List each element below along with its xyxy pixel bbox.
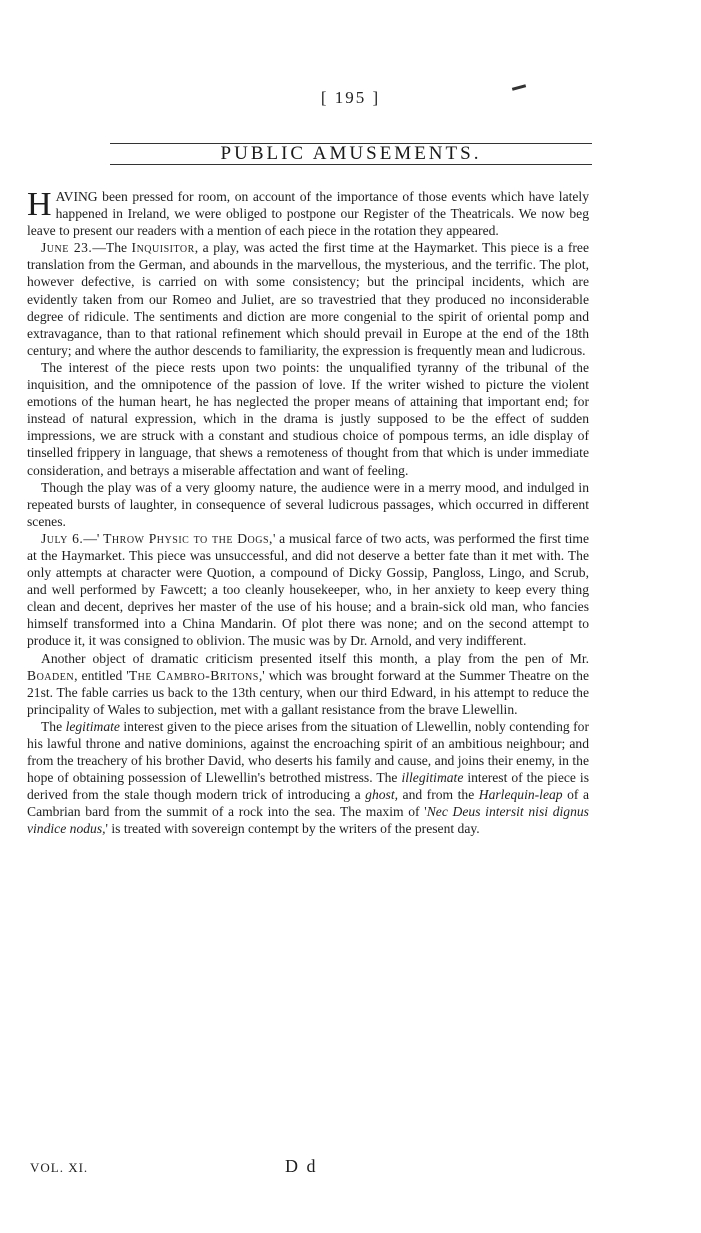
paragraph-text: interest of the piece is derived from the stale though modern trick of introducing a xyxy=(27,770,589,803)
paragraph-text: Another object of dramatic criticism presented itself this month, a play from the pen of Mr. xyxy=(41,650,589,666)
paragraph-inquisitor: June 23.—The Inquisitor, a play, was acted the first time at the Haymarket. This piece is a free translation from the German, and abounds in the marvellous, the mysterious, and the terrific. The plot, however defective, is carried on with some consistency; but the principal incidents, which are evidently taken from our Romeo and Juliet, are so travestried that they produced no inconsiderable degree of ridicule. The sentiments and diction are more congenial to the spirit of oriental pomp and extravagance, than to that rational refinement which should prevail in Europe at the end of the 18th century; and where the author descends to familiarity, the expression is frequently mean and ludicrous. xyxy=(27,240,589,358)
drop-cap: H xyxy=(27,186,52,223)
paragraph-text: ,' which was brought forward at the Summer Theatre on the 21st. The fable carries us back to the 13th century, when our third Edward, in his attempt to reduce the principality of Wales to subjection, met with a gallant resistance from the brave Llewellin. xyxy=(27,667,589,717)
paragraph-throw-physic: July 6.—' Throw Physic to the Dogs,' a musical farce of two acts, was performed the first time at the Haymarket. This piece was unsuccessful, and did not deserve a better fate than it met with. The only attempts at character were Quotion, a compound of Dicky Gossip, Pangloss, Lingo, and Scrub, and well performed by Fawcett; a too cleanly housekeeper, who, in her anxiety to keep every thing clean and decent, deprives her master of the use of his house; and a brain-sick old man, who fancies himself transformed into a China Mandarin. Of plot there was none; and on the second attempt to produce it, it was consigned to oblivion. The music was by Dr. Arnold, and very indifferent. xyxy=(27,530,589,649)
title-rule-bottom xyxy=(110,164,592,165)
play-title: Inquisitor xyxy=(131,240,195,256)
paragraph-text: interest given to the piece arises from the situation of Llewellin, nobly contending for his lawful throne and native dominions, against the encroaching spirit of an ambitious neighbour; and from the treachery of his brother David, who deserts his family and cause, and joins their enemy, in the hope of obtaining possession of Llewellin's betrothed mistress. The xyxy=(27,718,589,786)
page-footer xyxy=(30,1156,590,1180)
paragraph-cambro-britons xyxy=(27,650,589,718)
paragraph-text: a play, was acted the first time at the Haymarket. This piece is a free translation from the German, and abounds in the marvellous, the mysterious, and the terrific. The plot, however defective, is carried on with some consistency; but the principal incidents, which are evidently taken from our Romeo and Juliet, are so travestried that they produced no inconsiderable degree of ridicule. The sentiments and diction are more congenial to the spirit of oriental pomp and extravagance, than to that rational refinement which should prevail in Europe at the end of the 18th century; and where the author descends to familiarity, the expression is frequently mean and ludicrous. xyxy=(27,240,589,358)
italic-term: ghost, xyxy=(365,787,398,803)
paragraph-interest xyxy=(27,359,589,479)
entry-date: July 6. xyxy=(41,530,84,546)
paragraph-text: ' is treated with sovereign contempt by the writers of the present day. xyxy=(105,821,480,837)
section-title: PUBLIC AMUSEMENTS. xyxy=(220,143,482,164)
paragraph-text: The interest of the piece rests upon two points: the unqualified tyranny of the tribunal of the inquisition, and the omnipotence of the passion of love. If the writer wished to picture the violent emotions of the human heart, he has neglected the proper means of attaining that important end; for instead of natural expression, which in the drama is justly supposed to be the effect of sudden impressions, we are struck with a constant and studious choice of pompous terms, an idle display of tinselled frippery in language, that shews a remoteness of thought from that which is under immediate consideration, and betrays a miserable affectation and want of feeling. xyxy=(27,359,589,478)
paragraph-text: Though the play was of a very gloomy nature, the audience were in a merry mood, and indulged in repeated bursts of laughter, in consequence of several ludicrous passages, which occurred in different scenes. xyxy=(27,479,589,529)
play-title: The Cambro-Britons xyxy=(128,667,259,683)
paragraph-text: a musical farce of two acts, was performed the first time at the Haymarket. This piece was unsuccessful, and did not deserve a better fate than it met with. The only attempts at character were Quotion, a compound of Dicky Gossip, Pangloss, Lingo, and Scrub, and well performed by Fawcett; a too cleanly housekeeper, who, in her anxiety to keep every thing clean and decent, deprives her master of the use of his house; and a brain-sick old man, who fancies himself transformed into a China Mandarin. Of plot there was none; and on the second attempt to produce it, it was consigned to oblivion. The music was by Dr. Arnold, and very indifferent. xyxy=(27,530,589,649)
paragraph-legitimate xyxy=(27,718,589,838)
signature-mark: D d xyxy=(285,1156,318,1176)
paragraph-text: , entitled ' xyxy=(74,667,129,683)
paragraph-text: and from the xyxy=(402,787,475,803)
paragraph-text: AVING been pressed for room, on account of the importance of those events which have lately happened in Ireland, we were obliged to postpone our Register of the Theatricals. We now beg leave to present our readers with a mention of each piece in the rotation they appeared. xyxy=(27,189,589,239)
article-body xyxy=(27,188,589,838)
page-number: [ 195 ] xyxy=(320,88,381,107)
play-title: Throw Physic to the Dogs, xyxy=(103,530,273,546)
entry-date: June 23. xyxy=(41,240,93,256)
italic-term: illegitimate xyxy=(401,770,464,786)
italic-term: legitimate xyxy=(65,718,120,734)
paragraph-text: of a Cambrian bard from the summit of a rock into the sea. The maxim of ' xyxy=(27,787,590,820)
paragraph-text: The xyxy=(41,718,63,734)
latin-maxim: Nec Deus intersit nisi dignus vindice nodus, xyxy=(27,804,589,837)
italic-term: Harlequin-leap xyxy=(478,787,563,803)
paragraph-audience xyxy=(27,479,589,530)
author-name: Boaden xyxy=(27,667,75,683)
paragraph-intro xyxy=(27,188,589,239)
volume-label: VOL. XI. xyxy=(30,1160,89,1175)
